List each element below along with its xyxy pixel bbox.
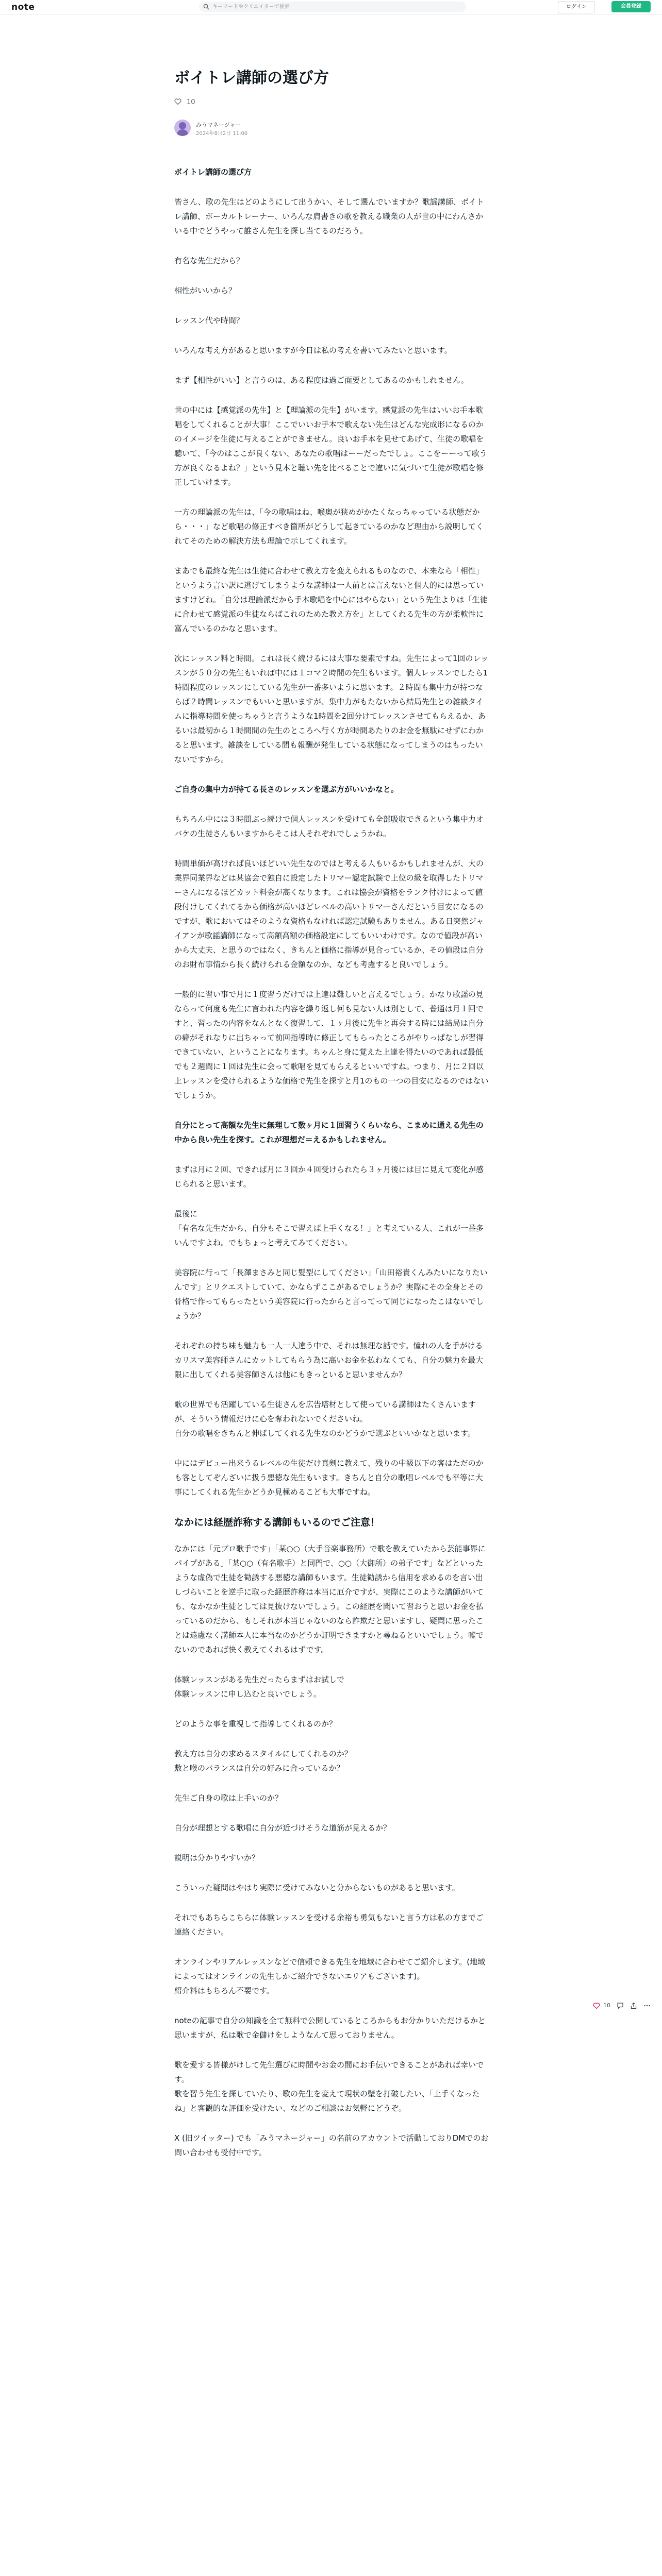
body-paragraph: noteの記事で自分の知識を全て無料で公開しているところからもお分かりいただけるかと思いますが、私は歌で金儲けをしようなんて思っておりません。 (174, 2016, 486, 2040)
signup-button[interactable]: 会員登録 (611, 1, 651, 12)
body-paragraph: 次にレッスン料と時間。これは長く続けるには大事な要素ですね。先生によって1回のレッスンが５０分の先生もいれば中には１コマ２時間の先生もいます。個人レッスンでしたら1時間程度のレッスンにしている先生が一番多いように思います。２時間も集中力が持つならば２時間レッスンでもいいと思いますが、集中力がもたないから結局先生との雑談タイムに指導時間を使っちゃうと言うような1時間を2回分けてレッスンさせてもらえるか、あるいは最初から１時間間の先生のところへ行く方が時間あたりのお金を無駄にせずにわかると思います。雑談をしている間も報酬が発生している状態になってしまうのはもったいないですから。 (174, 654, 489, 764)
section-heading: なかには経歴詐称する講師もいるのでご注意！ (174, 1517, 380, 1528)
share-action[interactable] (630, 2002, 637, 2011)
login-button[interactable]: ログイン (558, 1, 595, 13)
body-paragraph: いろんな考え方があると思いますが今日は私の考えを書いてみたいと思います。 (174, 346, 452, 355)
more-icon (643, 2002, 651, 2009)
body-paragraph: 皆さん、歌の先生はどのようにして出うかい、そして選んでいますか？歌謡講師、ボイトレ講師、ボーカルトレーナー、いろんな肩書きの歌を教える職業の人が世の中にわんさかいる中でどうやって誰さん先生を探し当てるのだろう。 (174, 197, 484, 235)
avatar[interactable] (174, 120, 191, 136)
body-paragraph: 有名な先生だから？ (174, 256, 244, 265)
body-paragraph: 時間単価が高ければ良いほどいい先生なのではと考える人もいるかもしれませんが、大の業界同業界などは某協会で独自に設定したトリマー認定試験で上位の級を取得したトリマーさんになるほどカット料金が高くなります。これは協会が資格をランク付けによって値段付けしてくれてるから価格が高いほどレベルの高いトリマーさんだという目安になるのですが、歌においてはそのような資格もなければ認定試験もありません。ある日突然ジャイアンが歌謡講師になって高額高額の価格設定にしてもいいわけです。なので値段が高いから大丈夫、と思うのではなく、きちんと価格に指導が見合っているか、その値段は自分のお財布事情から長く続けられる金額なのか、なども考慮すると良いでしょう。 (174, 859, 484, 969)
body-paragraph: 教え方は自分の求めるスタイルにしてくれるのか？ 敷と喉のバランスは自分の好みに合っているか？ (174, 1749, 352, 1773)
body-paragraph: まあでも最終な先生は生徒に合わせて教え方を変えられるものなので、本来なら「相性」というよう言い訳に逃げてしまうような講師は一人前とは言えないと個人的には思っていますけどね。「自分は理論派だから手本歌唱を中心にはやらない」という先生よりは「生徒に合わせて感覚派の生徒ならばこれのためた教え方を」としてくれる先生の方が柔軟性に富んでいるのかなと思います。 (174, 566, 488, 633)
heart-icon (174, 98, 181, 105)
body-paragraph: もちろん中には３時間ぶっ続けで個人レッスンを受けても全部吸収できるという集中力オバケの生徒さんもいますからそこは人それぞれでしょうかね。 (174, 815, 484, 838)
body-paragraph: レッスン代や時間？ (174, 316, 244, 325)
body-paragraph: 一般的に習い事で月に１度習うだけでは上達は難しいと言えるでしょう。かなり歌謡の見ならって何度も先生に言われた内容を繰り返し何も見ない人は別として、普通は月１回ですと、習ったの内容をなんとなく復習して、１ヶ月後に先生と再会する時には結局は自分の癖がそれなりに出ちゃって前回指導時に修正してもらったところがやりっぱなしが習得できていない、ということになります。ちゃんと身に覚えた上達を得たいのであれば最低でも２週間に１回は先生に会って歌唱を見てもらえるといいですね。つまり、月に２回以上レッスンを受けられるような価格で先生を探すと月1のもの一つの目安になるのではないでしょうか。 (174, 990, 489, 1100)
body-paragraph: X (旧ツイッター) でも「みうマネージャー」の名前のアカウントで活動しておりDMでのお問い合わせも受付中です。 (174, 2133, 489, 2157)
body-paragraph: ボイトレ講師の選び方 (174, 167, 252, 177)
body-paragraph: まず【相性がいい】と言うのは、ある程度は過ご面要としてあるのかもしれません。 (174, 376, 469, 385)
body-paragraph: なかには「元プロ歌手です」「某○○（大手音楽事務所）で歌を教えていたから芸能事界にパイプがある」「某○○（有名歌手）と同門で、○○（大御所）の弟子です」などといったような虚偽で生徒を勧誘する悪徳な講師もいます。生徒勧誘から信用を求めるのを言い出しづらいことを逆手に取った経歴詐称は本当に厄介ですが、実際にこのような講師がいても、なかなか生徒としては見抜けないでしょう。この経歴を聞いて習おうと思いお金を払っているのだから、もしそれが本当じゃないのなら詐欺だと思いますし、疑問に思ったことは遠慮なく講師本人に本当なのかどうか証明できますかと尋ねるといいでしょう。嘘でないのであれば快く教えてくれるはずです。 (174, 1544, 486, 1654)
body-paragraph: 体験レッスンがある先生だったらまずはお試しで 体験レッスンに申し込むと良いでしょう。 (174, 1675, 344, 1699)
body-paragraph: こういった疑問はやはり実際に受けてみないと分からないものがあると思います。 (174, 1883, 460, 1892)
body-paragraph: ご自身の集中力が持てる長さのレッスンを選ぶ方がいいかなと。 (174, 785, 399, 794)
like-counter[interactable] (174, 98, 195, 108)
search-box[interactable] (199, 2, 466, 12)
body-paragraph: オンラインやリアルレッスンなどで信頼できる先生を地域に合わせてご紹介します。(地域によってはオンラインの先生しかご紹介できないエリアもございます)。 紹介料はもちろん不要です。 (174, 1957, 486, 1995)
body-paragraph: それでもあちらこちらに体験レッスンを受ける余裕も勇気もないと言う方は私の方までご連絡ください。 (174, 1913, 484, 1937)
article-body (174, 165, 489, 2175)
like-count: 10 (187, 98, 195, 106)
body-paragraph: 最後に 「有名な先生だから、自分もそこで習えば上手くなる！」と考えている人、これが一番多いんですよね。でもちょっと考えてみてください。 (174, 1209, 484, 1247)
more-action[interactable] (643, 2002, 651, 2011)
publish-date: 2024年8月2日 11:00 (196, 131, 248, 137)
search-icon (203, 4, 209, 10)
body-paragraph: 自分にとって高額な先生に無理して数ヶ月に１回習うくらいなら、こまめに通える先生の中から良い先生を探す。これが理想だ＝えるかもしれません。 (174, 1121, 484, 1144)
floating-action-bar (593, 1999, 660, 2014)
body-paragraph: 中にはデビュー出来うるレベルの生徒だけ真剣に教えて、残りの中級以下の客はただのかも客としてぞんざいに扱う悪徳な先生もいます。きちんと自分の歌唱レベルでも平等に大事にしてくれる先生かどうか見極めるこども大事ですね。 (174, 1459, 484, 1497)
body-paragraph: 一方の理論派の先生は、「今の歌唱はね、喉奥が狭めがかたくなっちゃっている状態だから・・・」など歌唱の修正すべき箇所がどうして起きているのかなど理由から説明してくれてそのための解決方法も理論で示してくれます。 (174, 507, 484, 546)
body-paragraph: 歌の世界でも活躍している生徒さんを広告塔材として使っている講師はたくさんいますが、そういう情報だけに心を奪われないでくださいね。 自分の歌唱をきちんと伸ばしてくれる先生なのかどうかで選ぶといいかなと思います。 (174, 1400, 476, 1438)
body-paragraph: まずは月に２回、できれば月に３回か４回受けられたら３ヶ月後には目に見えて変化が感じられると思います。 (174, 1165, 484, 1189)
like-action[interactable] (593, 2002, 600, 2011)
body-paragraph: 自分が理想とする歌唱に自分が近づけそうな道筋が見えるか？ (174, 1823, 391, 1833)
body-paragraph: 相性がいいから？ (174, 286, 237, 295)
comment-action[interactable] (617, 2002, 624, 2011)
heart-icon (593, 2002, 600, 2009)
like-action-count: 10 (603, 2002, 610, 2009)
author-name[interactable]: みうマネージャー (196, 122, 241, 128)
body-paragraph: それぞれの持ち味も魅力も一人一人違う中で、それは無理な話です。憧れの人を手がけるカリスマ美容師さんにカットしてもらう為に高いお金を払わなくても、自分の魅力を最大限に出してくれる美容師さんは他にもきっといると思いませんか？ (174, 1341, 484, 1379)
note-logo[interactable]: note (11, 2, 35, 12)
comment-icon (617, 2002, 624, 2009)
body-paragraph: 世の中には【感覚派の先生】と【理論派の先生】がいます。感覚派の先生はいいお手本歌唱をしてくれることが大事！ここでいいお手本で歌えない先生はどんな完成形になるのかのイメージを生徒に与えることができません。良いお手本を見せてあげて、生徒の歌唱を聴いて、「今のはここが良くない、あなたの歌唱はーーだったでしょ。ここをーーって歌う方が良くなるよね？」という見本と聴い先を比べることで違いに気づいて生徒が歌唱を修正していけます。 (174, 405, 487, 487)
article-title: ボイトレ講師の選び方 (174, 69, 329, 87)
search-input[interactable] (212, 3, 460, 11)
share-icon (630, 2002, 637, 2009)
body-paragraph: 歌を愛する皆様がけして先生選びに時間やお金の間にお手伝いできることがあれば幸いです。 歌を習う先生を探していたり、歌の先生を変えて現状の壁を打破したい、「上手くなったね」と客観的な評価を受けたい、などのご相談はお気軽にどうぞ。 (174, 2060, 484, 2113)
site-header (0, 0, 662, 15)
body-paragraph: 先生ご自身の歌は上手いのか？ (174, 1793, 283, 1803)
body-paragraph: 美容院に行って「長澤まさみと同じ髪型にしてください」「山田裕貴くんみたいになりたいんです」とリクエストしていて、かならずここがあるでしょうか？実際にその全身とその骨格で作ってもらったという美容院に行ったからと言ってって同じになったこはないでしょうか？ (174, 1268, 488, 1320)
body-paragraph: 説明は分かりやすいか？ (174, 1853, 260, 1862)
body-paragraph: どのような事を重視して指導してくれるのか？ (174, 1719, 337, 1728)
